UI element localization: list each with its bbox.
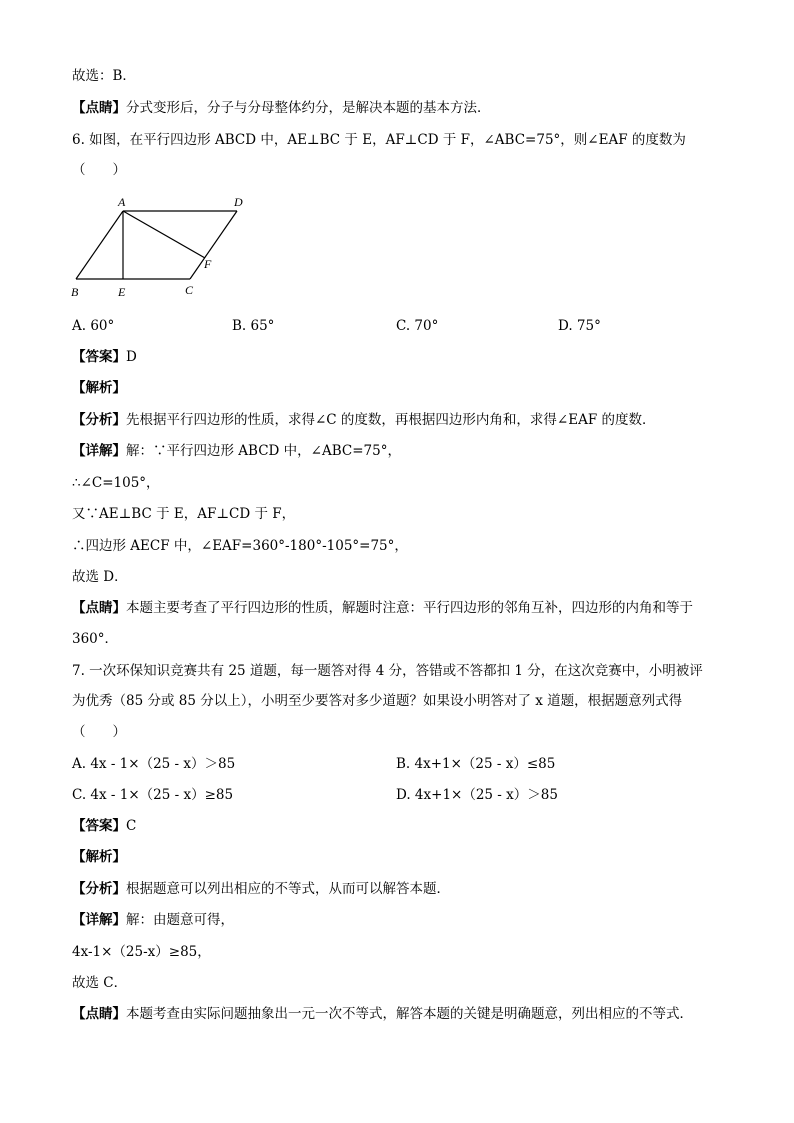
- label-f: F: [204, 257, 212, 271]
- solution-step: 故选 C．: [72, 975, 128, 991]
- label-d: D: [234, 195, 243, 209]
- label-e: E: [118, 285, 126, 299]
- q6-option-c: C. 70°: [396, 318, 439, 334]
- answer-tag: 【答案】: [72, 818, 126, 834]
- question-6-paren: （ ）: [72, 162, 126, 178]
- fenxi-tag: 【分析】: [72, 881, 126, 897]
- label-a: A: [118, 195, 126, 209]
- parallelogram-figure: [66, 190, 256, 305]
- q7-option-d: D. 4x+1×（25 - x）＞85: [396, 787, 558, 803]
- solution-step: 又∵AE⊥BC 于 E，AF⊥CD 于 F，: [72, 506, 296, 522]
- edge-ab: [76, 211, 123, 279]
- q6-option-b: B. 65°: [232, 318, 275, 334]
- xiangjie-text: 解：∵平行四边形 ABCD 中，∠ABC=75°，: [126, 443, 401, 459]
- solution-step: ∴四边形 AECF 中，∠EAF=360°-180°-105°=75°，: [72, 538, 408, 554]
- dianjing-text-cont: 360°．: [72, 631, 119, 647]
- xiangjie-line: [72, 441, 401, 461]
- dianjing-line: [72, 598, 693, 618]
- fenxi-text: 先根据平行四边形的性质，求得∠C 的度数，再根据四边形内角和，求得∠EAF 的度数．: [126, 412, 656, 428]
- xiangjie-tag: 【详解】: [72, 912, 126, 928]
- analysis-tag: 【解析】: [72, 380, 126, 396]
- answer-value: D: [126, 349, 137, 365]
- solution-step: ∴∠C=105°，: [72, 475, 160, 491]
- question-6-text: 6. 如图，在平行四边形 ABCD 中，AE⊥BC 于 E，AF⊥CD 于 F，∠ABC=75°，则∠EAF 的度数为: [72, 132, 686, 148]
- xiangjie-line: [72, 910, 234, 930]
- fenxi-tag: 【分析】: [72, 412, 126, 428]
- q7-option-b: B. 4x+1×（25 - x）≤85: [396, 756, 556, 772]
- dianjing-tag: 【点睛】: [72, 600, 126, 616]
- comment-tag: 【点睛】: [72, 100, 126, 116]
- answer-value: C: [126, 818, 137, 834]
- dianjing-text: 本题考查由实际问题抽象出一元一次不等式，解答本题的关键是明确题意，列出相应的不等式．: [126, 1006, 693, 1022]
- comment-text: 分式变形后，分子与分母整体约分，是解决本题的基本方法．: [126, 100, 491, 116]
- dianjing-tag: 【点睛】: [72, 1006, 126, 1022]
- solution-step: 故选 D．: [72, 569, 128, 585]
- comment-line: [72, 98, 491, 118]
- label-b: B: [71, 285, 79, 299]
- q6-option-a: A. 60°: [72, 318, 115, 334]
- text-line: 故选：B．: [72, 68, 136, 84]
- answer-tag: 【答案】: [72, 349, 126, 365]
- q7-option-a: A. 4x - 1×（25 - x）＞85: [72, 756, 236, 772]
- solution-step: 4x-1×（25-x）≥85，: [72, 944, 211, 960]
- question-7-text: 7. 一次环保知识竞赛共有 25 道题，每一题答对得 4 分，答错或不答都扣 1 分，在这次竞赛中，小明被评: [72, 663, 703, 679]
- edge-dc: [190, 211, 237, 279]
- question-7-paren: （ ）: [72, 724, 126, 740]
- label-c: C: [185, 283, 194, 297]
- dianjing-line: [72, 1004, 693, 1024]
- fenxi-line: [72, 410, 656, 430]
- segment-af: [123, 211, 205, 258]
- dianjing-text: 本题主要考查了平行四边形的性质，解题时注意：平行四边形的邻角互补，四边形的内角和等于: [126, 600, 693, 616]
- fenxi-text: 根据题意可以列出相应的不等式，从而可以解答本题．: [126, 881, 450, 897]
- analysis-tag: 【解析】: [72, 849, 126, 865]
- fenxi-line: [72, 879, 450, 899]
- q6-option-d: D. 75°: [558, 318, 601, 334]
- answer-line: [72, 347, 137, 367]
- question-7-text-cont: 为优秀（85 分或 85 分以上），小明至少要答对多少道题？如果设小明答对了 x 道题，根据题意列式得: [72, 693, 683, 709]
- q7-option-c: C. 4x - 1×（25 - x）≥85: [72, 787, 234, 803]
- xiangjie-tag: 【详解】: [72, 443, 126, 459]
- answer-line: [72, 816, 136, 836]
- xiangjie-text: 解：由题意可得，: [126, 912, 234, 928]
